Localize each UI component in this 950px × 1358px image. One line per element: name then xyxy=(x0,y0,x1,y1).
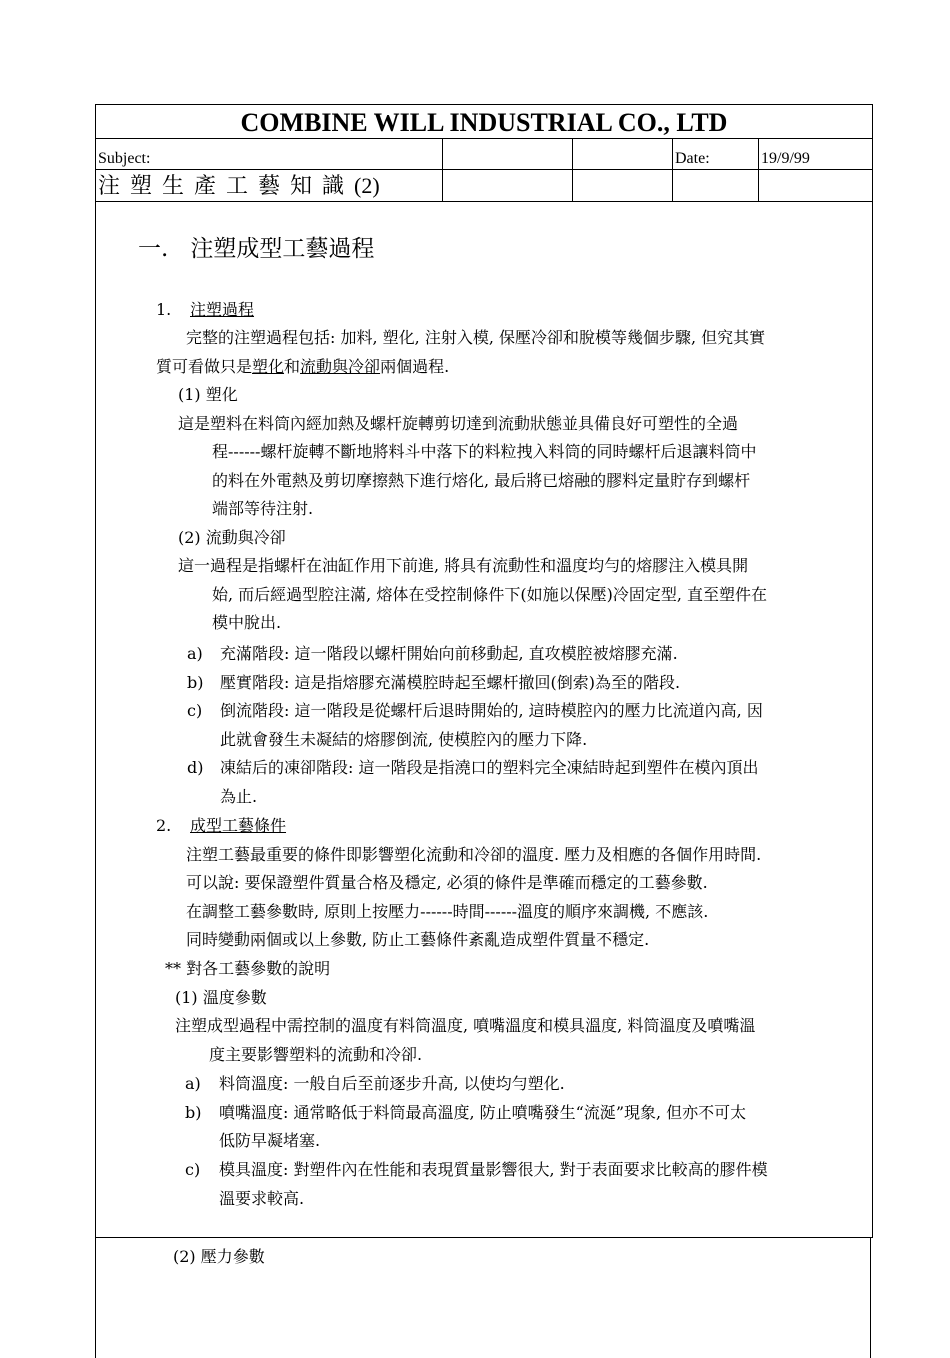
list-item: 溫要求較高. xyxy=(219,1189,305,1208)
subheading: (2) 壓力參數 xyxy=(173,1247,265,1266)
list-item: 壓實階段: 這是指熔膠充滿模腔時起至螺杆撤回(倒索)為至的階段. xyxy=(220,673,681,692)
header-column-divider xyxy=(758,138,759,201)
paragraph-line: 可以說: 要保證塑件質量合格及穩定, 必須的條件是準確而穩定的工藝參數. xyxy=(186,873,708,892)
list-label: b) xyxy=(185,1103,202,1122)
subheading: (2) 流動與冷卻 xyxy=(178,528,286,547)
item-title: 注塑過程 xyxy=(190,300,255,319)
paragraph-line: 始, 而后經過型腔注滿, 熔体在受控制條件下(如施以保壓)冷固定型, 直至塑件在 xyxy=(212,585,768,604)
item-number: 1. xyxy=(156,300,172,319)
list-item: 模具溫度: 對塑件內在性能和表現質量影響很大, 對于表面要求比較高的膠件模 xyxy=(219,1160,768,1179)
subject-label: Subject: xyxy=(98,150,151,167)
header-column-divider xyxy=(672,138,673,201)
page-frame xyxy=(95,104,873,1238)
header-divider xyxy=(95,169,873,170)
header-divider xyxy=(95,201,873,202)
date-label: Date: xyxy=(675,150,710,167)
subheading: (1) 塑化 xyxy=(178,385,238,404)
header-column-divider xyxy=(572,138,573,201)
company-name: COMBINE WILL INDUSTRIAL CO., LTD xyxy=(240,108,728,137)
list-item: 充滿階段: 這一階段以螺杆開始向前移動起, 直攻模腔被熔膠充滿. xyxy=(220,644,678,663)
paragraph-line: 的料在外電熱及剪切摩擦熱下進行熔化, 最后將已熔融的膠料定量貯存到螺杆 xyxy=(212,471,751,490)
underlined-term: 塑化 xyxy=(252,357,285,376)
date-value: 19/9/99 xyxy=(761,150,810,167)
underlined-term: 流動與冷卻 xyxy=(300,357,381,376)
paragraph-line: 注塑工藝最重要的條件即影響塑化流動和冷卻的溫度. 壓力及相應的各個作用時間. xyxy=(186,845,762,864)
list-item: 料筒溫度: 一般自后至前逐步升高, 以使均勻塑化. xyxy=(219,1074,565,1093)
paragraph-line: 這是塑料在料筒內經加熱及螺杆旋轉剪切達到流動狀態並具備良好可塑性的全過 xyxy=(178,414,739,433)
section-title: 注塑成型工藝過程 xyxy=(190,236,375,262)
paragraph-line: 程------螺杆旋轉不斷地將料斗中落下的料粒拽入料筒的同時螺杆后退讓料筒中 xyxy=(212,442,757,461)
paragraph-line: 同時變動兩個或以上參數, 防止工藝條件紊亂造成塑件質量不穩定. xyxy=(186,930,650,949)
paragraph-line: 這一過程是指螺杆在油缸作用下前進, 將具有流動性和溫度均勻的熔膠注入模具開 xyxy=(178,556,749,575)
section-number: 一. xyxy=(138,236,169,262)
subject-title-tail: (2) xyxy=(354,173,380,198)
list-item: 低防早凝堵塞. xyxy=(219,1131,321,1150)
list-item: 凍結后的凍卻階段: 這一階段是指澆口的塑料完全凍結時起到塑件在模內頂出 xyxy=(220,758,759,777)
list-label: a) xyxy=(187,644,203,663)
paragraph-line: 完整的注塑過程包括: 加料, 塑化, 注射入模, 保壓冷卻和脫模等幾個步驟, 但究其實 xyxy=(186,328,766,347)
paragraph-line: 模中脫出. xyxy=(212,613,282,632)
item-number: 2. xyxy=(156,816,172,835)
list-label: a) xyxy=(185,1074,201,1093)
note-heading: ** 對各工藝參數的說明 xyxy=(165,959,331,978)
paragraph-line: 質可看做只是塑化和流動與冷卻兩個過程. xyxy=(156,357,450,376)
list-item: 倒流階段: 這一階段是從螺杆后退時開始的, 這時模腔內的壓力比流道內高, 因 xyxy=(220,701,763,720)
section-heading xyxy=(138,234,374,264)
subheading: (1) 溫度參數 xyxy=(175,988,267,1007)
list-label: c) xyxy=(185,1160,201,1179)
paragraph-line: 在調整工藝參數時, 原則上按壓力------時間------溫度的順序來調機, 不應該. xyxy=(186,902,709,921)
subject-title xyxy=(98,172,380,201)
paragraph-line: 注塑成型過程中需控制的溫度有料筒溫度, 噴嘴溫度和模具溫度, 料筒溫度及噴嘴溫 xyxy=(175,1016,756,1035)
list-item: 噴嘴溫度: 通常略低于料筒最高溫度, 防止噴嘴發生“流涎”現象, 但亦不可太 xyxy=(219,1103,747,1122)
list-label: b) xyxy=(187,673,204,692)
item-title: 成型工藝條件 xyxy=(190,816,287,835)
paragraph-line: 度主要影響塑料的流動和冷卻. xyxy=(209,1045,423,1064)
list-label: c) xyxy=(187,701,203,720)
header-column-divider xyxy=(442,138,443,201)
list-label: d) xyxy=(187,758,204,777)
list-item: 為止. xyxy=(220,787,258,806)
list-item: 此就會發生未凝結的熔膠倒流, 使模腔內的壓力下降. xyxy=(220,730,588,749)
subject-title-main: 注塑生產工藝知識 xyxy=(98,174,355,199)
paragraph-line: 端部等待注射. xyxy=(212,499,314,518)
